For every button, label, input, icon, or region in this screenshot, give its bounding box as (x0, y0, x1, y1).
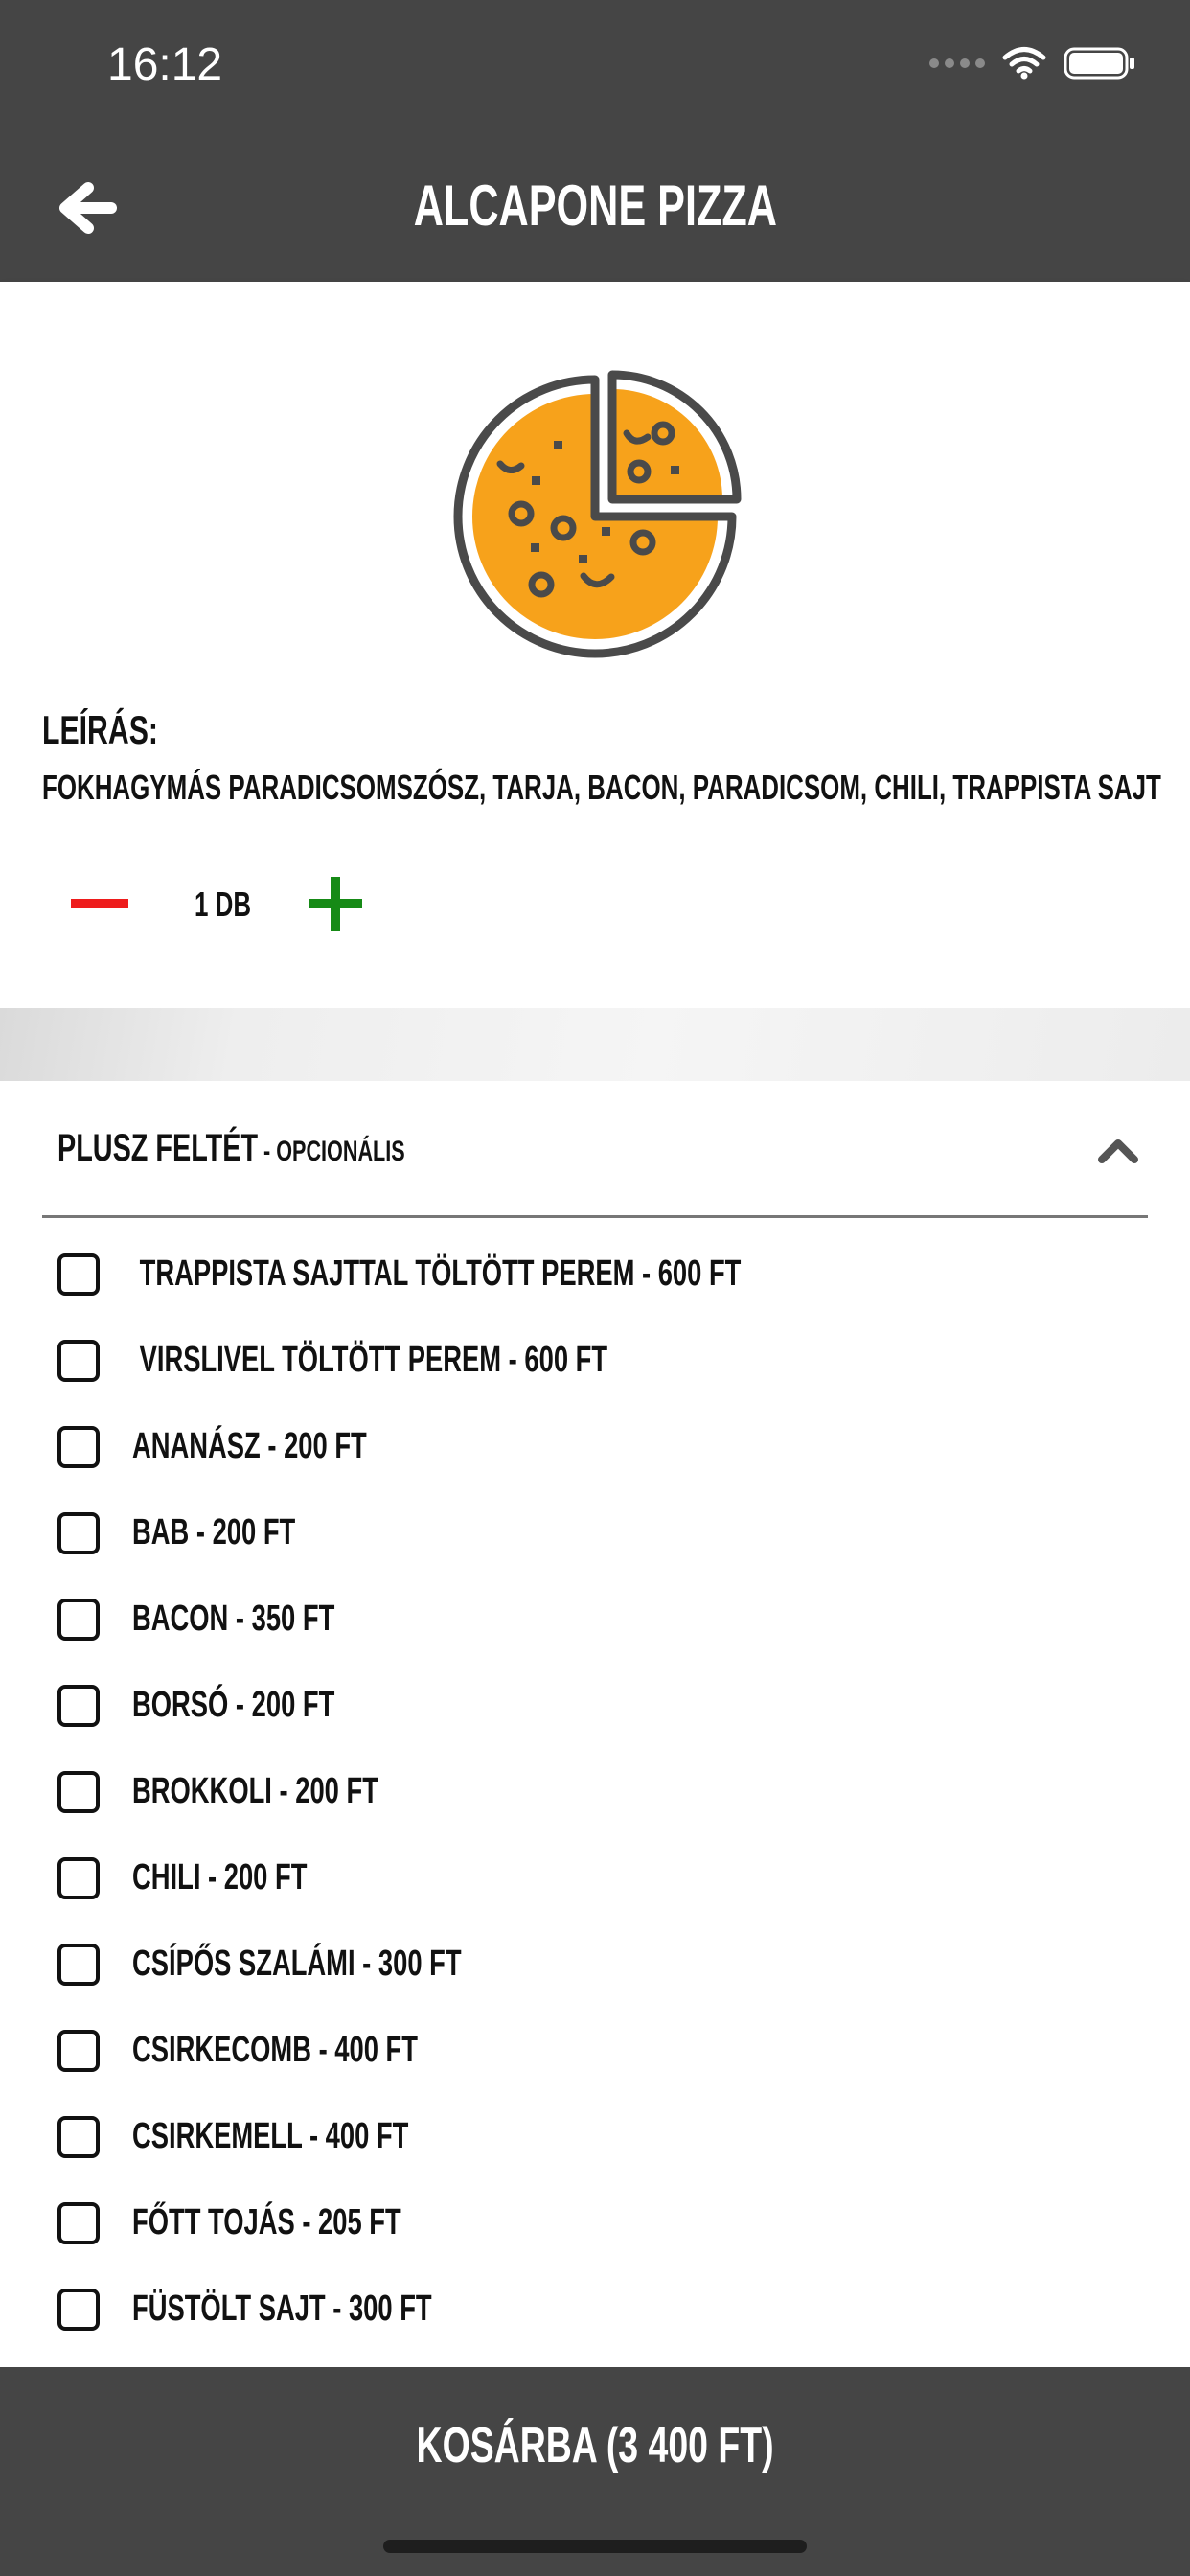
battery-icon (1064, 46, 1136, 80)
checkbox-icon[interactable] (57, 1598, 100, 1641)
checkbox-icon[interactable] (57, 1685, 100, 1727)
chevron-up-icon (1096, 1135, 1140, 1165)
product-card (0, 282, 1190, 1008)
section-title: PLUSZ FELTÉT (57, 1127, 259, 1169)
topping-label: CHILI - 200 FT (132, 1857, 308, 1898)
minus-icon (71, 899, 128, 908)
app-header (0, 0, 1190, 282)
topping-label: BACON - 350 FT (132, 1598, 335, 1639)
topping-label: BORSÓ - 200 FT (132, 1685, 335, 1725)
topping-option[interactable] (57, 2279, 1111, 2336)
topping-option[interactable] (57, 1589, 1111, 1646)
topping-option[interactable] (57, 1244, 1111, 1301)
quantity-stepper (57, 868, 441, 945)
description-text: FOKHAGYMÁS PARADICSOMSZÓSZ, TARJA, BACON, PARADICSOM, CHILI, TRAPPISTA SAJT (42, 768, 1161, 807)
section-divider (42, 1215, 1148, 1218)
topping-option[interactable] (57, 2193, 1111, 2250)
topping-option[interactable] (57, 1848, 1111, 1905)
checkbox-icon[interactable] (57, 1944, 100, 1986)
extra-toppings-section (0, 1081, 1190, 2367)
add-to-cart-button[interactable] (0, 2367, 1190, 2520)
page-title (0, 172, 1190, 240)
checkbox-icon[interactable] (57, 1512, 100, 1554)
description-label: LEÍRÁS: (42, 707, 158, 752)
topping-label: CSIRKECOMB - 400 FT (132, 2030, 418, 2070)
footer-bar (0, 2367, 1190, 2576)
wifi-icon (1002, 46, 1046, 80)
topping-label: CSIRKEMELL - 400 FT (132, 2116, 409, 2156)
topping-label: TRAPPISTA SAJTTAL TÖLTÖTT PEREM - 600 FT (132, 1254, 742, 1294)
collapse-button[interactable] (1096, 1135, 1140, 1165)
checkbox-icon[interactable] (57, 1771, 100, 1813)
topping-option[interactable] (57, 1675, 1111, 1733)
pizza-icon (443, 358, 747, 663)
topping-option[interactable] (57, 1330, 1111, 1388)
topping-option[interactable] (57, 2106, 1111, 2164)
topping-option[interactable] (57, 1761, 1111, 1819)
checkbox-icon[interactable] (57, 2288, 100, 2331)
checkbox-icon[interactable] (57, 2202, 100, 2244)
topping-label: FÜSTÖLT SAJT - 300 FT (132, 2288, 432, 2329)
topping-label: VIRSLIVEL TÖLTÖTT PEREM - 600 FT (132, 1340, 608, 1380)
decrease-quantity-button[interactable] (71, 889, 132, 918)
quantity-value: 1 DB (195, 885, 252, 924)
add-to-cart-label: KOSÁRBA (3 400 FT) (416, 2418, 774, 2473)
section-header[interactable] (57, 1121, 540, 1179)
checkbox-icon[interactable] (57, 2116, 100, 2158)
checkbox-icon[interactable] (57, 1426, 100, 1468)
checkbox-icon[interactable] (57, 1254, 100, 1296)
section-separator (0, 1008, 1190, 1081)
plus-icon (305, 873, 366, 934)
checkbox-icon[interactable] (57, 2030, 100, 2072)
checkbox-icon[interactable] (57, 1340, 100, 1382)
checkbox-icon[interactable] (57, 1857, 100, 1899)
topping-label: FŐTT TOJÁS - 205 FT (132, 2202, 401, 2242)
topping-label: CSÍPŐS SZALÁMI - 300 FT (132, 1944, 462, 1984)
increase-quantity-button[interactable] (305, 873, 366, 934)
topping-label: BAB - 200 FT (132, 1512, 296, 1552)
topping-label: BROKKOLI - 200 FT (132, 1771, 378, 1811)
cellular-signal-icon (929, 58, 985, 68)
topping-label: ANANÁSZ - 200 FT (132, 1426, 367, 1466)
status-indicators (929, 44, 1136, 82)
home-indicator (383, 2540, 807, 2553)
section-subtitle: - OPCIONÁLIS (258, 1136, 405, 1167)
topping-option[interactable] (57, 1934, 1111, 1991)
topping-option[interactable] (57, 1503, 1111, 1560)
topping-option[interactable] (57, 1416, 1111, 1474)
page-title-text: ALCAPONE PIZZA (413, 173, 777, 238)
topping-option[interactable] (57, 2020, 1111, 2078)
status-time: 16:12 (107, 39, 223, 90)
